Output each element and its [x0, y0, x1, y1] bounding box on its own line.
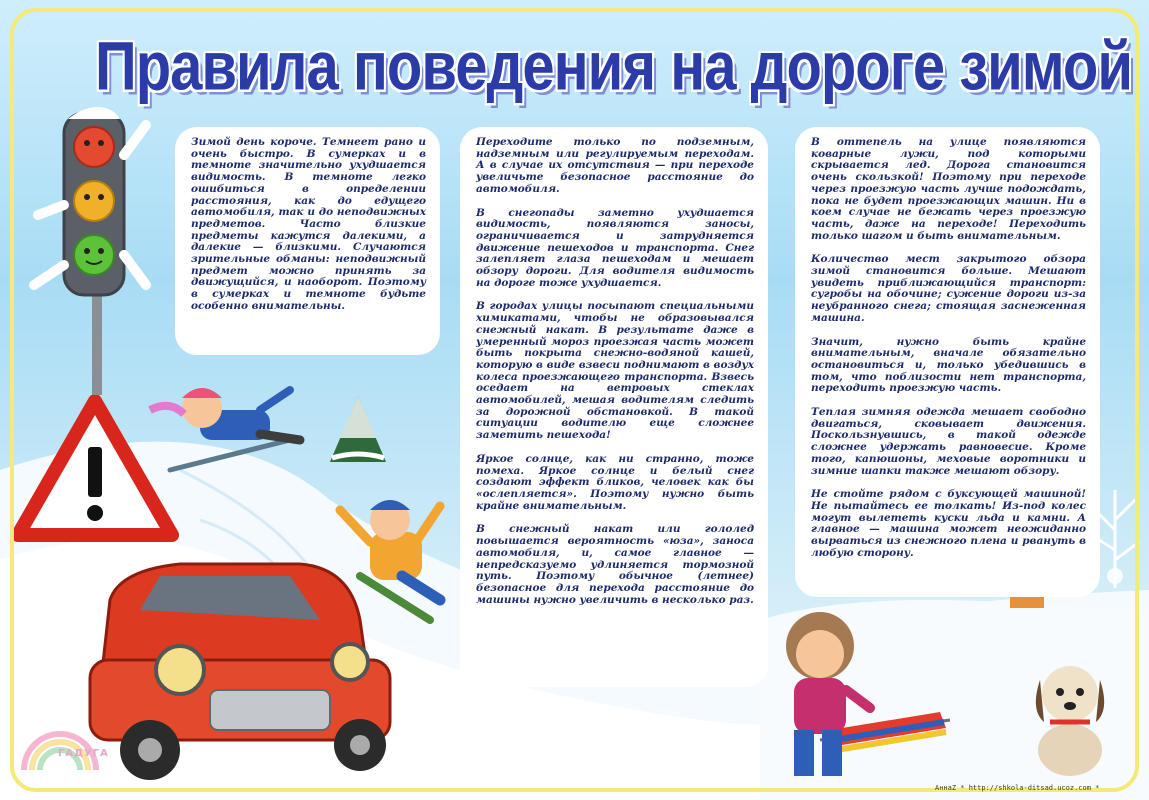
red-car-illustration [70, 540, 400, 790]
paragraph: Значит, нужно быть крайне внимательным, вначале обязательно остановиться и, только убедившись в том, что поблизости нет транспорта, переходить проезжую часть. [811, 335, 1086, 395]
child-with-sled-illustration [750, 590, 970, 790]
child-sledding-illustration [140, 370, 320, 490]
text-panel-middle [460, 127, 768, 687]
raduga-logo-icon [14, 710, 104, 780]
paragraph: Переходите только по подземным, надземным или регулируемым переходам. А в случае их отсутствия — при переходе увеличьте безопасное расстояние до автомобиля. [476, 136, 754, 195]
paragraph: Теплая зимняя одежда мешает свободно двигаться, сковывает движения. Поскользнувшись, в такой одежде сложнее удержать равновесие. Кроме того, капюшоны, меховые воротники и зимние шапки также мешают обзору. [811, 406, 1086, 477]
paragraph: В снежный накат или гололед повышается вероятность «юза», заноса автомобиля, и, самое главное — непредсказуемо удлиняется тормозной путь. Поэтому обычное (летнее) безопасное для перехода расстояние до машины нужно увеличить в несколько раз. [476, 523, 754, 606]
paragraph: Зимой день короче. Темнеет рано и очень быстро. В сумерках и в темноте значительно ухудшается видимость. В темноте легко ошибиться в определении расстояния, как до едущего автомобиля, так и до неподвижных предметов. Часто близкие предметы кажутся далекими, а далекие — близкими. Случаются зрительные обманы: неподвижный предмет можно принять за движущийся, и наоборот. Поэтому в сумерках и темноте будьте особенно внимательны. [191, 136, 426, 312]
logo-text: ГАДУГА [58, 748, 109, 759]
paragraph: Яркое солнце, как ни странно, тоже помеха. Яркое солнце и белый снег создают эффект бликов, человек как бы «ослепляется». Поэтому нужно быть крайне внимательным. [476, 452, 754, 512]
paragraph: Количество мест закрытого обзора зимой становится больше. Мешают увидеть приближающийся транспорт: сугробы на обочине; сужение дороги из-за неубранного снега; стоящая заснеженная машина. [811, 253, 1086, 324]
bottom-credit: АннаZ * http://shkola-ditsad.ucoz.com * [935, 784, 1100, 792]
paragraph: В городах улицы посыпают специальными химикатами, чтобы не образовывался снежный накат. В результате даже в умеренный мороз проезжая часть может быть покрыта снежно-водяной кашей, которую в виде взвеси поднимают в воздух колеса проезжающего транспорта. Взвесь оседает на ветровых стеклах автомобилей, мешая водителям следить за дорожной обстановкой. В такой ситуации водителю еще сложнее заметить пешехода! [476, 300, 754, 442]
snowy-tree-illustration [318, 392, 398, 472]
paragraph: Не стойте рядом с буксующей машиной! Не пытайтесь ее толкать! Из-под колес могут вылететь куски льда и камни. А главное — машина может неожиданно вырваться из снежного плена и рвануть в любую сторону. [811, 488, 1086, 559]
dog-illustration [1020, 650, 1120, 780]
paragraph: В оттепель на улице появляются коварные лужи, под которыми скрывается лед. Дорога становится очень скользкой! Поэтому при переходе через проезжую часть лучше подождать, пока не будет проезжающих машин. Ни в коем случае не бежать через проезжую часть, даже на переходе! Переходить только шагом и быть внимательным. [811, 136, 1086, 242]
poster-title: Правила поведения на дороге зимой [95, 28, 1132, 105]
text-panel-right [795, 127, 1100, 597]
text-panel-left [175, 127, 440, 355]
paragraph: В снегопады заметно ухудшается видимость, появляются заносы, ограничивается и затрудняется движение пешеходов и транспорта. Снег залепляет глаза пешеходам и мешает обзору дороги. Для водителя видимость на дороге тоже ухудшается. [476, 206, 754, 289]
traffic-light-illustration [20, 95, 160, 395]
